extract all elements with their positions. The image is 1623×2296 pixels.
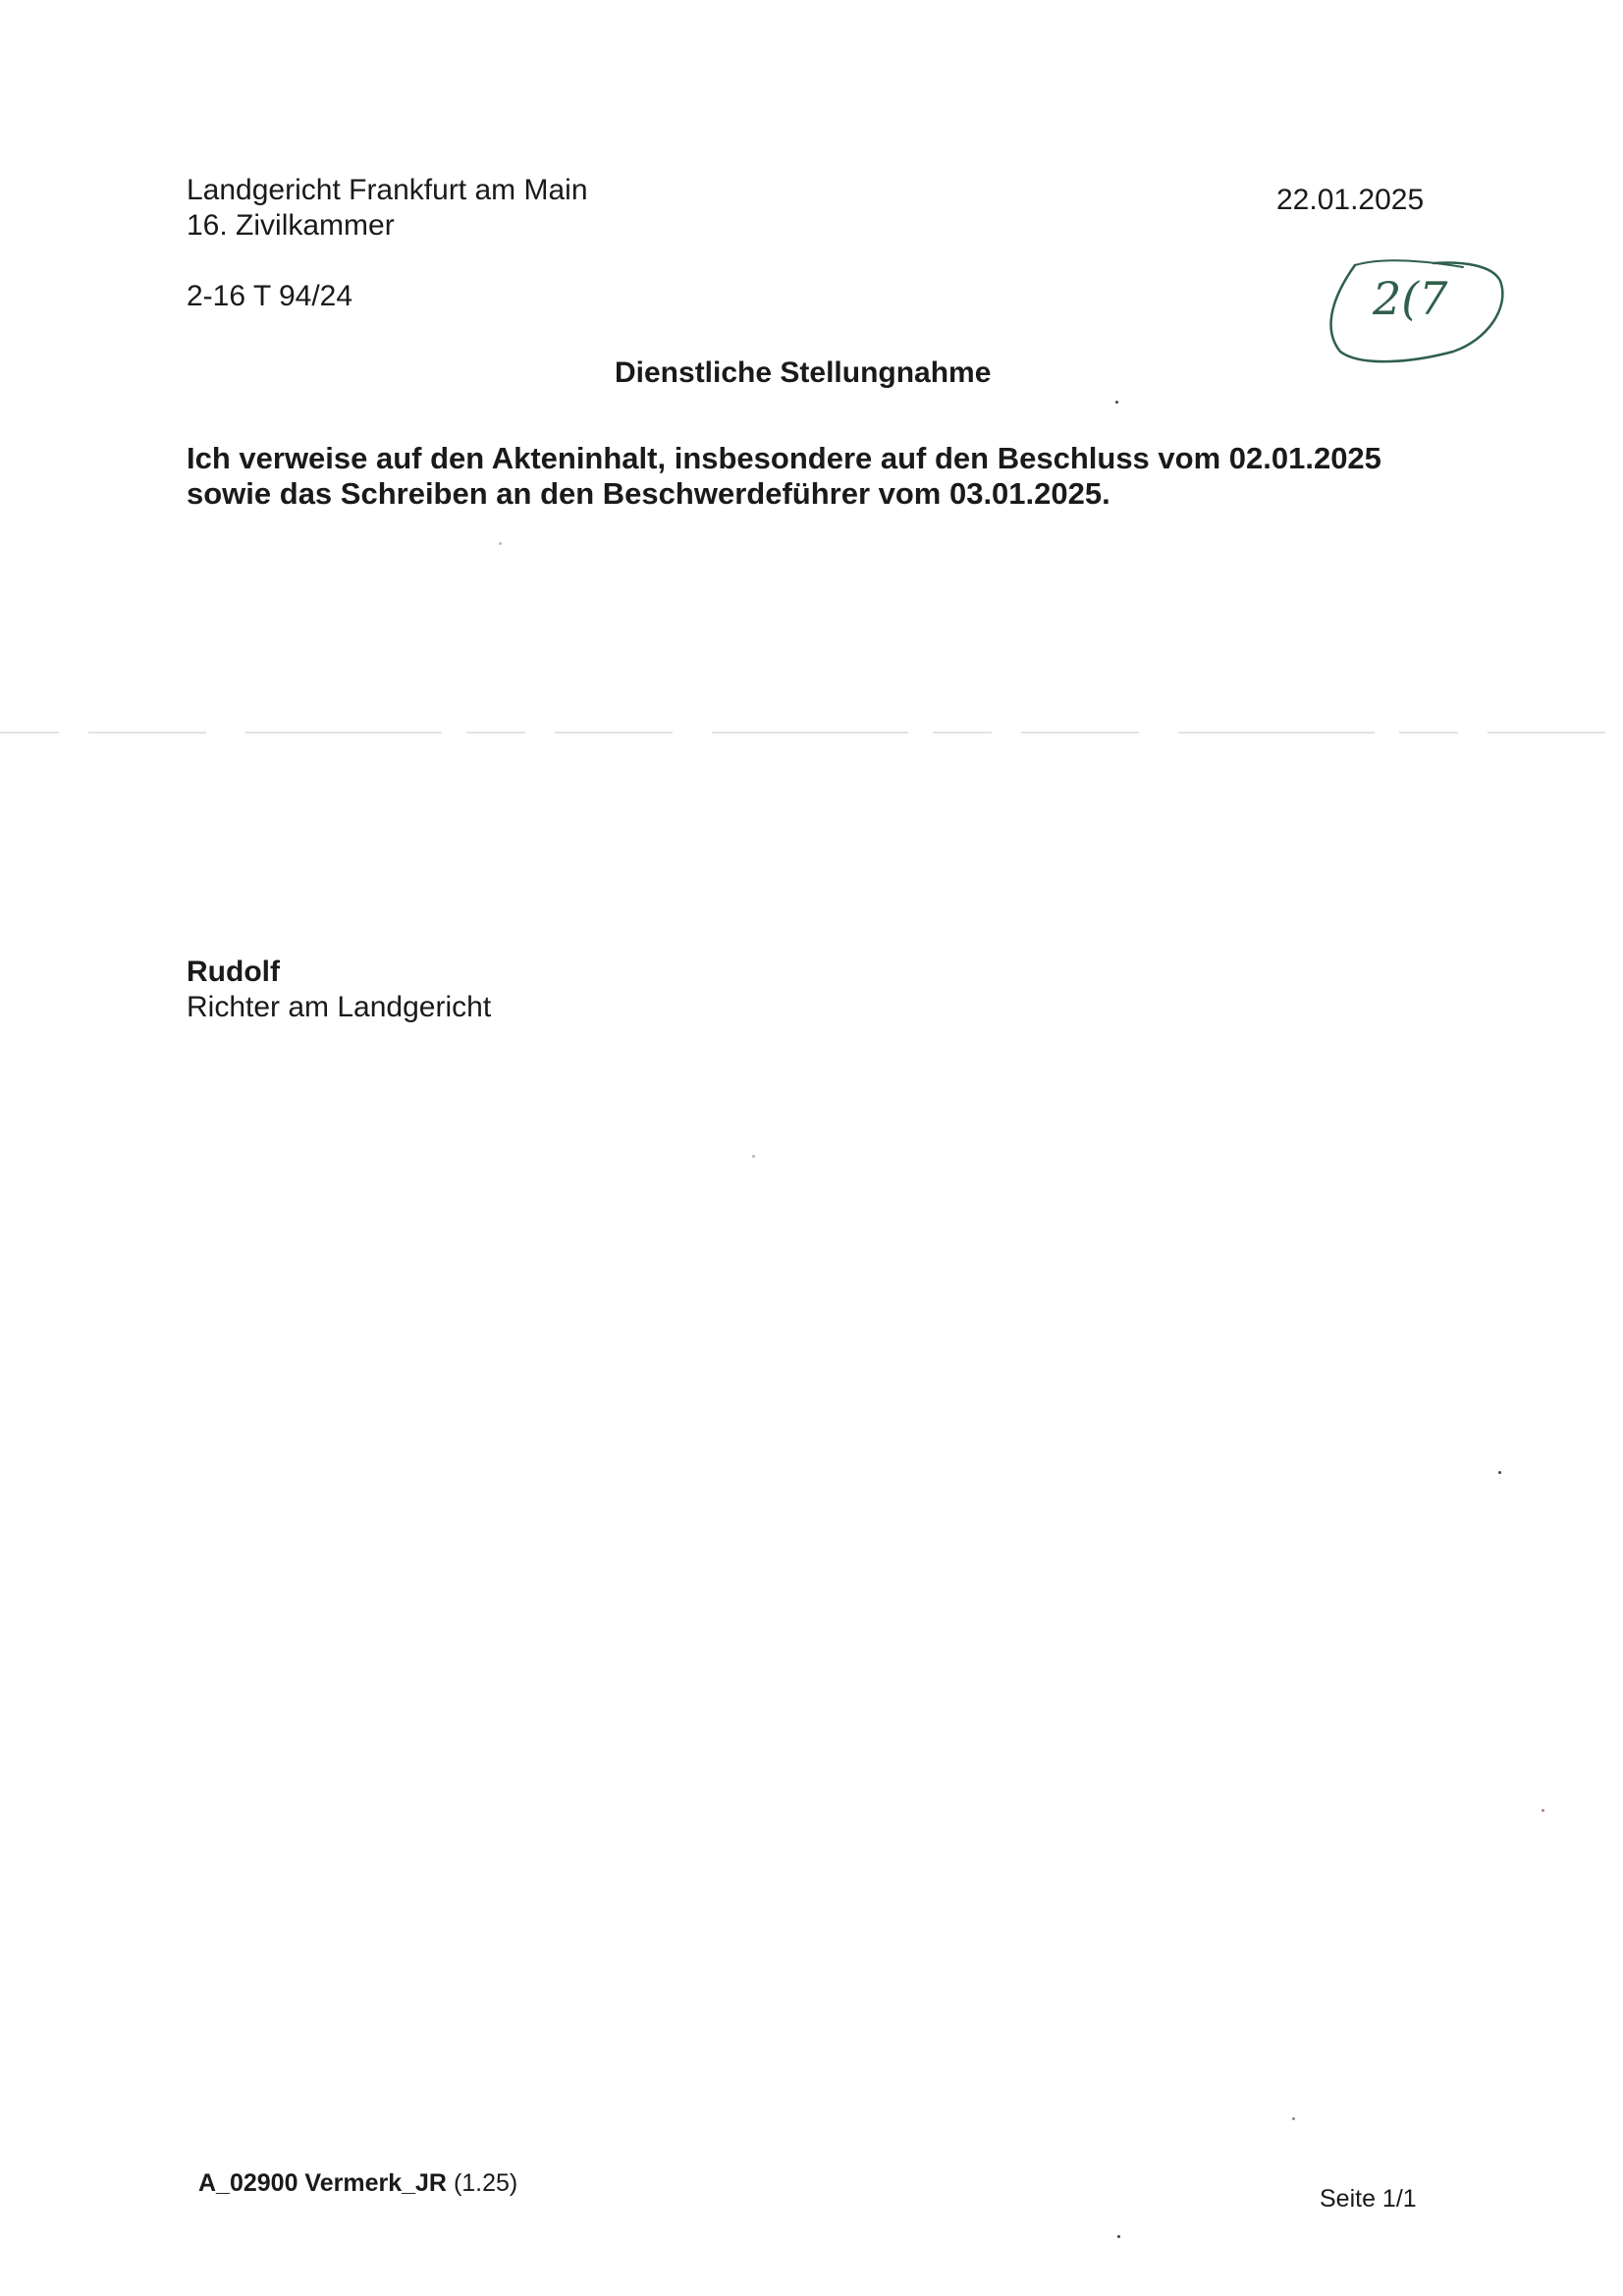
scan-speck [1542, 1809, 1544, 1812]
court-chamber: 16. Zivilkammer [187, 209, 395, 242]
scan-speck [1117, 2235, 1120, 2238]
document-title: Dienstliche Stellungnahme [615, 356, 992, 389]
scan-speck [752, 1155, 755, 1158]
form-code [198, 2168, 517, 2198]
scan-speck [1292, 2117, 1295, 2120]
document-date: 22.01.2025 [1276, 184, 1425, 216]
body-text-line-2: sowie das Schreiben an den Beschwerdeführer vom 03.01.2025. [187, 476, 1110, 511]
court-name: Landgericht Frankfurt am Main [187, 174, 588, 206]
file-number: 2-16 T 94/24 [187, 280, 353, 312]
handwritten-page-number-stamp [1316, 253, 1512, 371]
signer-title: Richter am Landgericht [187, 991, 492, 1023]
scan-speck [1498, 1471, 1501, 1474]
form-code-label: A_02900 Vermerk_JR [198, 2169, 447, 2197]
page-number: Seite 1/1 [1320, 2185, 1417, 2213]
stamp-text: 2(7 [1373, 272, 1448, 325]
scan-speck [1115, 401, 1118, 404]
scan-artifact-line [0, 731, 1623, 735]
body-text-line-1: Ich verweise auf den Akteninhalt, insbesondere auf den Beschluss vom 02.01.2025 [187, 441, 1381, 475]
signer-name: Rudolf [187, 956, 280, 988]
scan-speck [499, 542, 502, 545]
form-version: (1.25) [453, 2169, 518, 2197]
